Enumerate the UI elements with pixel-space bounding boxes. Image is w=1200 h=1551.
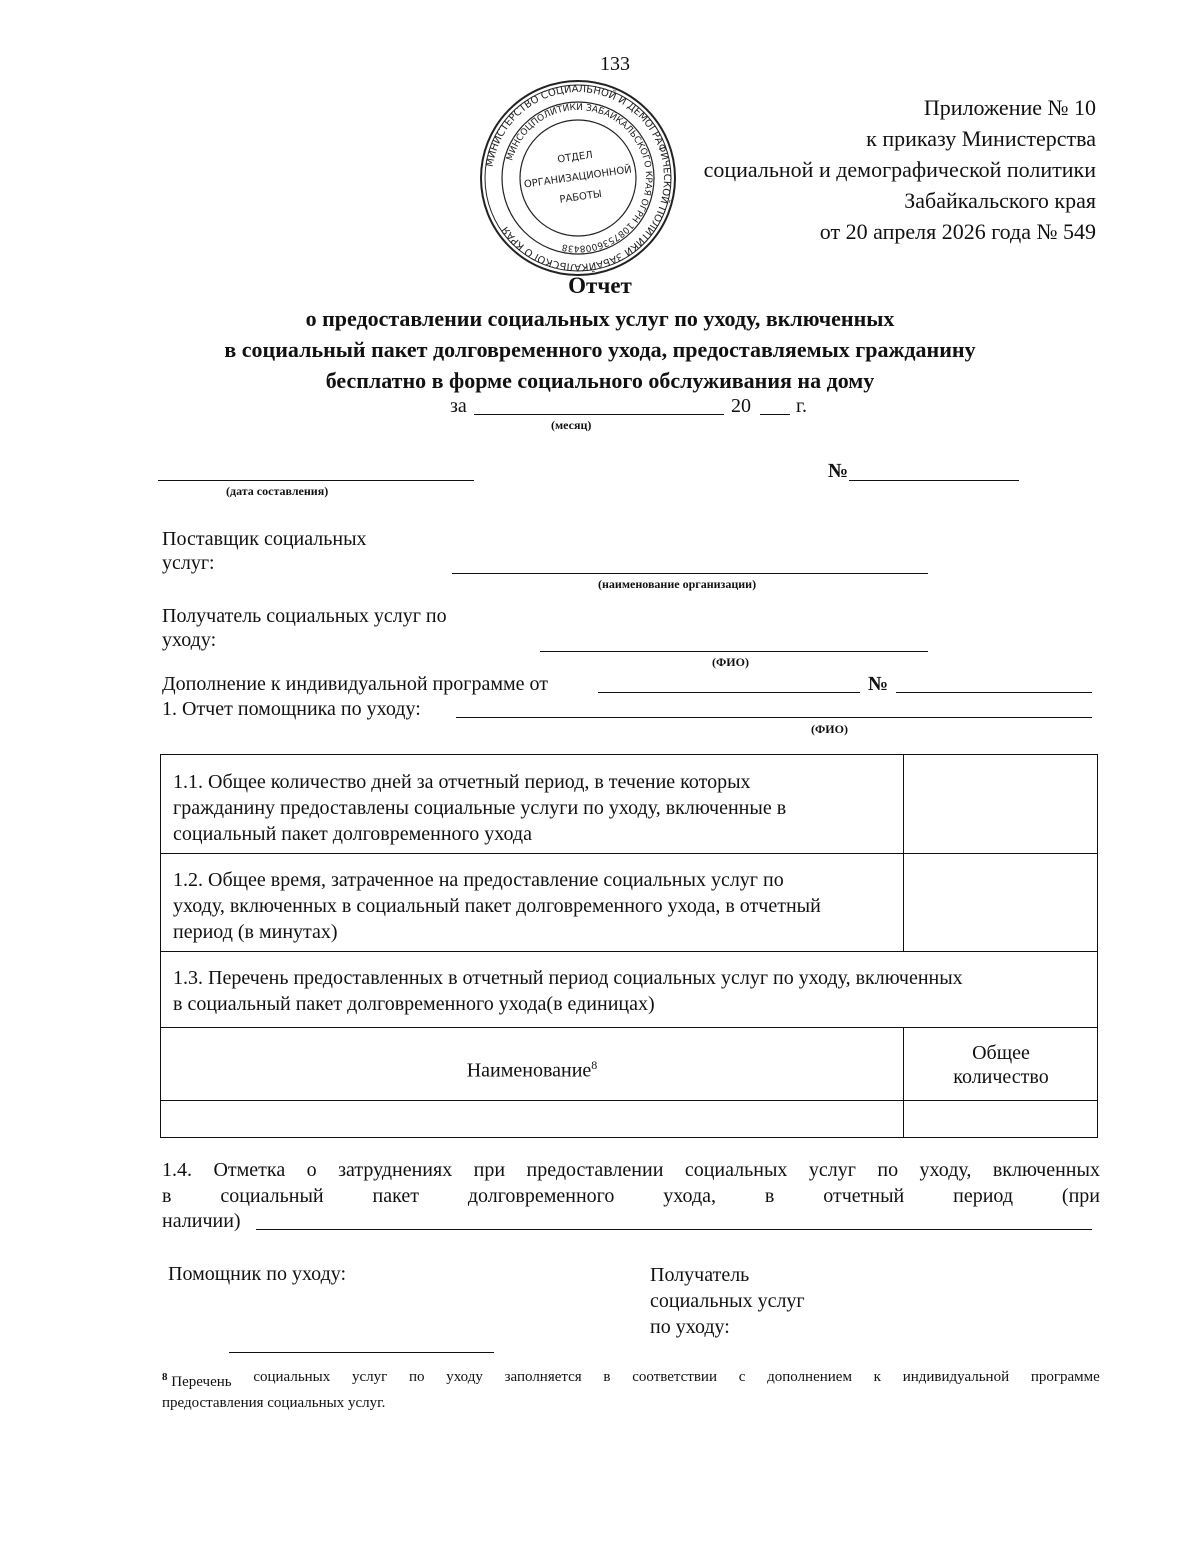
appendix-line-5: от 20 апреля 2026 года № 549 xyxy=(819,219,1096,244)
word: предоставлении xyxy=(526,1159,664,1181)
word: в xyxy=(162,1185,172,1207)
stamp-inner-text: МИНСОЦПОЛИТИКИ ЗАБАЙКАЛЬСКОГО КРАЯ ОГРН 1087536008438 xyxy=(505,102,654,254)
provider-label xyxy=(162,527,367,575)
supplement-number-field[interactable] xyxy=(896,692,1092,693)
service-total-cell[interactable] xyxy=(905,1102,1097,1137)
provider-label-line-1: Поставщик социальных xyxy=(162,528,367,550)
word: долговременного xyxy=(467,1185,615,1207)
word: ухода, xyxy=(663,1185,716,1207)
row-list-line-1: 1.3. Перечень предоставленных в отчетный период социальных услуг по уходу, включенных xyxy=(173,967,963,989)
date-hint: (дата составления) xyxy=(226,484,329,498)
difficulties-line-1 xyxy=(162,1158,1100,1184)
report-number-field[interactable] xyxy=(849,480,1019,481)
table-row-days xyxy=(173,769,893,847)
time-value-cell[interactable] xyxy=(905,854,1097,950)
word: о xyxy=(306,1159,317,1181)
difficulties-line-2 xyxy=(162,1184,1100,1210)
stamp-outer-text: МИНИСТЕРСТВО СОЦИАЛЬНОЙ И ДЕМОГРАФИЧЕСКОЙ ПОЛИТИКИ ЗАБАЙКАЛЬСКОГО КРАЯ xyxy=(484,83,673,273)
table-row-time xyxy=(173,867,903,945)
word: уходу xyxy=(446,1369,483,1385)
word: 1.4. xyxy=(162,1159,192,1181)
difficulties-line-3: наличии) xyxy=(162,1210,241,1232)
footnote-first-word xyxy=(162,1366,232,1388)
table-rule-4 xyxy=(161,1100,1097,1101)
word: индивидуальной xyxy=(902,1369,1010,1385)
word: социальный xyxy=(220,1185,324,1207)
assistant-signature-label: Помощник по уходу: xyxy=(168,1263,347,1285)
subtitle-line-3: бесплатно в форме социального обслуживания на дому xyxy=(325,368,875,393)
page-number: 133 xyxy=(600,53,630,75)
word: социальных xyxy=(253,1369,331,1385)
recipient-signature-line-1: Получатель xyxy=(650,1264,750,1286)
word: отчетный xyxy=(823,1185,905,1207)
word: заполняется xyxy=(504,1369,582,1385)
year-prefix: 20 xyxy=(731,395,751,417)
recipient-label-line-2: уходу: xyxy=(162,629,217,651)
recipient-label xyxy=(162,604,447,652)
word: по xyxy=(877,1159,899,1181)
word: программе xyxy=(1030,1369,1100,1385)
column-header-name xyxy=(161,1053,903,1083)
stamp-center-line-1: ОТДЕЛ xyxy=(556,149,594,166)
row-time-line-3: период (в минутах) xyxy=(173,921,338,943)
service-name-cell[interactable] xyxy=(161,1102,903,1137)
row-days-line-2: гражданину предоставлены социальные услуги по уходу, включенные в xyxy=(173,797,787,819)
word: Перечень xyxy=(171,1374,232,1390)
supplement-date-field[interactable] xyxy=(598,692,860,693)
table-row-list xyxy=(173,965,1083,1017)
word: социальных xyxy=(684,1159,788,1181)
document-subtitle xyxy=(100,303,1100,396)
report-table xyxy=(160,754,1098,1138)
supplement-number-label: № xyxy=(868,673,889,695)
word: соответствии xyxy=(632,1369,717,1385)
footnote-ref-8: 8 xyxy=(591,1058,598,1072)
report-section-label: 1. Отчет помощника по уходу: xyxy=(162,698,421,720)
month-field[interactable] xyxy=(474,414,724,415)
column-header-total xyxy=(905,1041,1097,1089)
appendix-block xyxy=(576,95,1096,250)
year-field[interactable] xyxy=(760,414,790,415)
table-rule-2 xyxy=(161,951,1097,952)
recipient-signature-line-3: по уходу: xyxy=(650,1316,730,1338)
word: включенных xyxy=(992,1159,1100,1181)
stamp-center-line-2: ОРГАНИЗАЦИОННОЙ xyxy=(523,164,633,191)
difficulties-field[interactable] xyxy=(256,1229,1092,1230)
word: дополнением xyxy=(767,1369,852,1385)
assistant-name-field[interactable] xyxy=(456,717,1092,718)
word: услуг xyxy=(808,1159,856,1181)
table-vrule-top xyxy=(903,755,904,951)
word: услуг xyxy=(351,1369,388,1385)
appendix-line-4: Забайкальского края xyxy=(904,188,1096,213)
document-title: Отчет xyxy=(568,273,632,298)
word: к xyxy=(873,1369,881,1385)
recipient-hint: (ФИО) xyxy=(712,655,749,669)
word: в xyxy=(764,1185,775,1207)
word: (при xyxy=(1061,1185,1100,1207)
recipient-signature-label xyxy=(650,1262,805,1340)
days-value-cell[interactable] xyxy=(905,755,1097,852)
footnote-line-1 xyxy=(162,1366,1100,1388)
row-days-line-1: 1.1. Общее количество дней за отчетный период, в течение которых xyxy=(173,771,751,793)
recipient-field[interactable] xyxy=(540,651,928,652)
column-header-total-line-1: Общее xyxy=(972,1042,1030,1064)
footnote-line-2: предоставления социальных услуг. xyxy=(162,1395,386,1411)
subtitle-line-2: в социальный пакет долговременного ухода, предоставляемых гражданину xyxy=(224,337,976,362)
word: в xyxy=(603,1369,611,1385)
recipient-signature-line-2: социальных услуг xyxy=(650,1290,805,1312)
table-vrule-bottom xyxy=(903,1027,904,1137)
stamp-center-line-3: РАБОТЫ xyxy=(558,188,603,206)
word: пакет xyxy=(372,1185,419,1207)
table-rule-3 xyxy=(161,1027,1097,1028)
subtitle-line-1: о предоставлении социальных услуг по уходу, включенных xyxy=(305,306,895,331)
word: по xyxy=(409,1369,425,1385)
footnote-separator xyxy=(229,1352,494,1353)
date-field[interactable] xyxy=(158,480,474,481)
row-time-line-1: 1.2. Общее время, затраченное на предоставление социальных услуг по xyxy=(173,869,784,891)
supplement-label: Дополнение к индивидуальной программе от xyxy=(162,673,548,695)
month-hint: (месяц) xyxy=(551,418,592,432)
provider-field[interactable] xyxy=(452,573,928,574)
word: период xyxy=(953,1185,1014,1207)
word: при xyxy=(473,1159,506,1181)
assistant-name-hint: (ФИО) xyxy=(811,722,848,736)
row-time-line-2: уходу, включенных в социальный пакет долговременного ухода, в отчетный xyxy=(173,895,821,917)
word: уходу, xyxy=(919,1159,972,1181)
row-list-line-2: в социальный пакет долговременного ухода(в единицах) xyxy=(173,993,655,1015)
appendix-line-1: Приложение № 10 xyxy=(923,95,1096,120)
appendix-line-3: социальной и демографической политики xyxy=(703,157,1096,182)
footnote-mark: 8 xyxy=(162,1371,168,1383)
provider-hint: (наименование организации) xyxy=(598,577,757,591)
column-header-total-line-2: количество xyxy=(953,1066,1049,1088)
appendix-line-2: к приказу Министерства xyxy=(866,126,1096,151)
word: затруднениях xyxy=(338,1159,453,1181)
number-label: № xyxy=(828,460,849,482)
word: с xyxy=(738,1369,746,1385)
column-header-name-text: Наименование xyxy=(466,1059,592,1082)
row-days-line-3: социальный пакет долговременного ухода xyxy=(173,823,532,845)
recipient-label-line-1: Получатель социальных услуг по xyxy=(162,605,447,627)
word: Отметка xyxy=(213,1159,286,1181)
period-prefix: за xyxy=(450,395,467,417)
provider-label-line-2: услуг: xyxy=(162,552,215,574)
year-suffix: г. xyxy=(796,395,807,417)
